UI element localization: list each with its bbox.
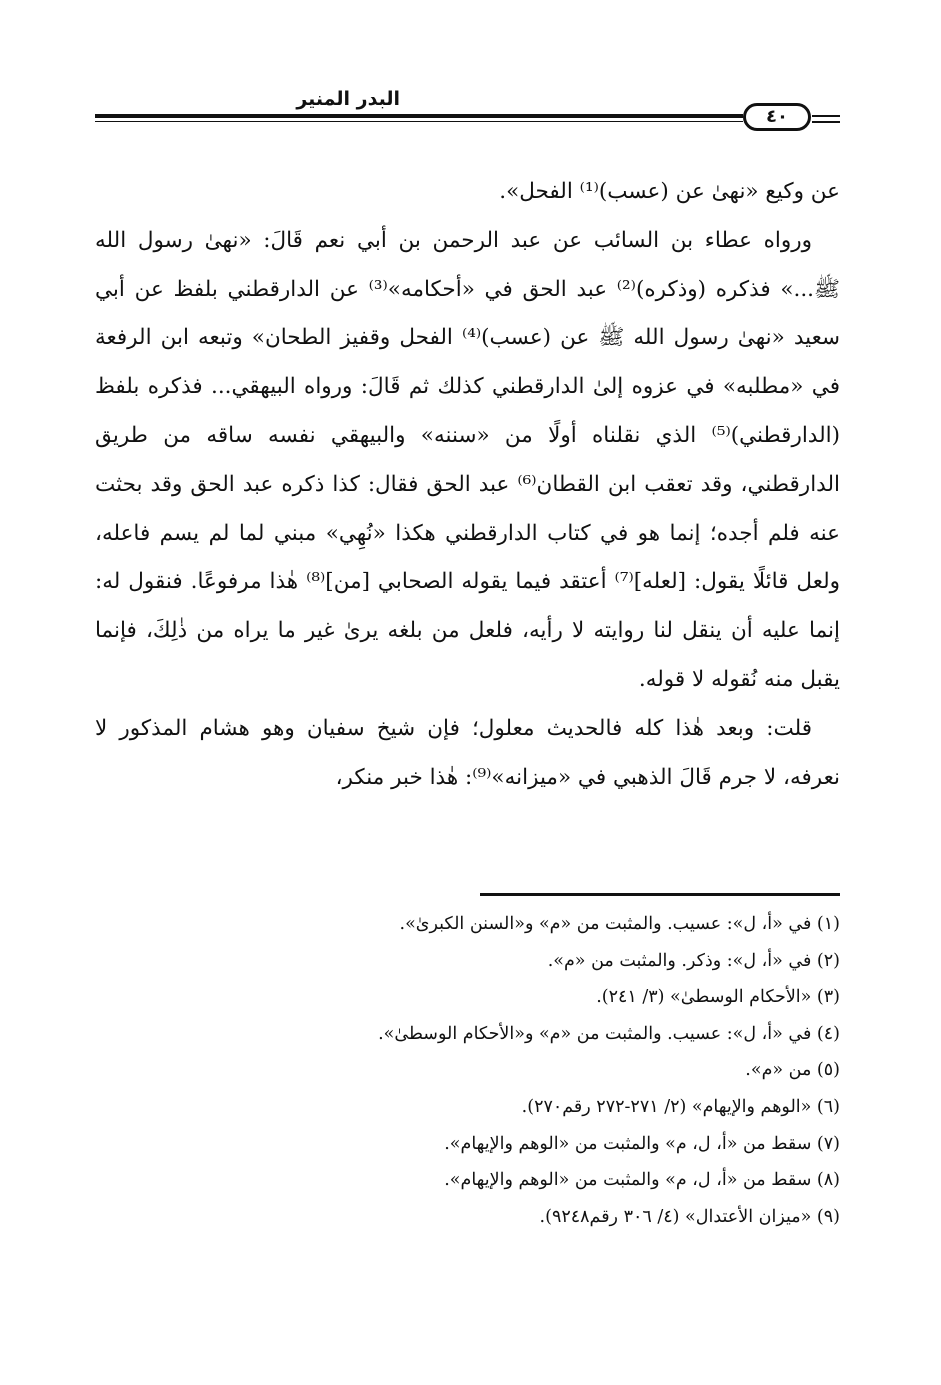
footnote-separator bbox=[480, 893, 840, 896]
header-rule-right-bottom bbox=[812, 121, 840, 123]
page-number: ٤٠ bbox=[743, 103, 811, 131]
footnote-8: (٨) سقط من «أ، ل، م» والمثبت من «الوهم والإيهام». bbox=[444, 1170, 840, 1191]
header-rule-thick bbox=[95, 114, 743, 118]
footnote-5: (٥) من «م». bbox=[745, 1060, 840, 1081]
footnote-9: (٩) «ميزان الأعتدال» (٤/ ٣٠٦ رقم٩٢٤٨). bbox=[539, 1206, 840, 1227]
footnotes bbox=[95, 906, 840, 1235]
footnote-3: (٣) «الأحكام الوسطىٰ» (٣/ ٢٤١). bbox=[596, 987, 840, 1008]
main-text bbox=[95, 168, 840, 802]
footnote-1: (١) في «أ، ل»: عسيب. والمثبت من «م» و«السنن الكبرىٰ». bbox=[399, 914, 840, 934]
footnote-7: (٧) سقط من «أ، ل، م» والمثبت من «الوهم والإيهام». bbox=[444, 1133, 840, 1154]
paragraph-3: قلت: وبعد هٰذا كله فالحديث معلول؛ فإن شيخ سفيان وهو هشام المذكور لا نعرفه، لا جرم قَالَ الذهبي في «ميزانه»⁽⁹⁾: هٰذا خبر منكر، bbox=[95, 715, 840, 790]
book-title: البدر المنير bbox=[296, 88, 400, 110]
header-rule-thin bbox=[95, 121, 743, 122]
paragraph-1: عن وكيع «نهىٰ عن (عسب)⁽¹⁾ الفحل». bbox=[499, 179, 840, 204]
footnote-6: (٦) «الوهم والإيهام» (٢/ ٢٧١-٢٧٢ رقم٢٧٠). bbox=[521, 1096, 840, 1117]
footnote-2: (٢) في «أ، ل»: وذكر. والمثبت من «م». bbox=[547, 950, 840, 971]
page-header bbox=[95, 82, 840, 132]
footnote-4: (٤) في «أ، ل»: عسيب. والمثبت من «م» و«الأحكام الوسطىٰ». bbox=[378, 1023, 840, 1044]
header-rule-right-top bbox=[812, 115, 840, 117]
paragraph-2: ورواه عطاء بن السائب عن عبد الرحمن بن أبي نعم قَالَ: «نهىٰ رسول الله ﷺ...» فذكره (وذكره)⁽²⁾ عبد الحق في «أحكامه»⁽³⁾ عن الدارقطني بلفظ عن أبي سعيد «نهىٰ رسول الله ﷺ عن (عسب)⁽⁴⁾ الفحل وقفيز الطحان» وتبعه ابن الرفعة في «مطلبه» في عزوه إلىٰ الدارقطني كذلك ثم قَالَ: ورواه البيهقي... فذكره بلفظ (الدارقطني)⁽⁵⁾ الذي نقلناه أولًا من «سننه» والبيهقي نفسه ساقه من طريق الدارقطني، وقد تعقب ابن القطان⁽⁶⁾ عبد الحق فقال: كذا ذكره عبد الحق وقد بحثت عنه فلم أجده؛ إنما هو في كتاب الدارقطني هكذا «نُهِي» مبني لما لم يسم فاعله، ولعل قائلًا يقول: [لعله]⁽⁷⁾ أعتقد فيما يقوله الصحابي [من]⁽⁸⁾ هٰذا مرفوعًا. فنقول له: إنما عليه أن ينقل لنا روايته لا رأيه، فلعل من بلغه يرىٰ غير ما يراه من ذٰلِكَ، فإنما يقبل منه نُقوله لا قوله. bbox=[95, 227, 841, 692]
